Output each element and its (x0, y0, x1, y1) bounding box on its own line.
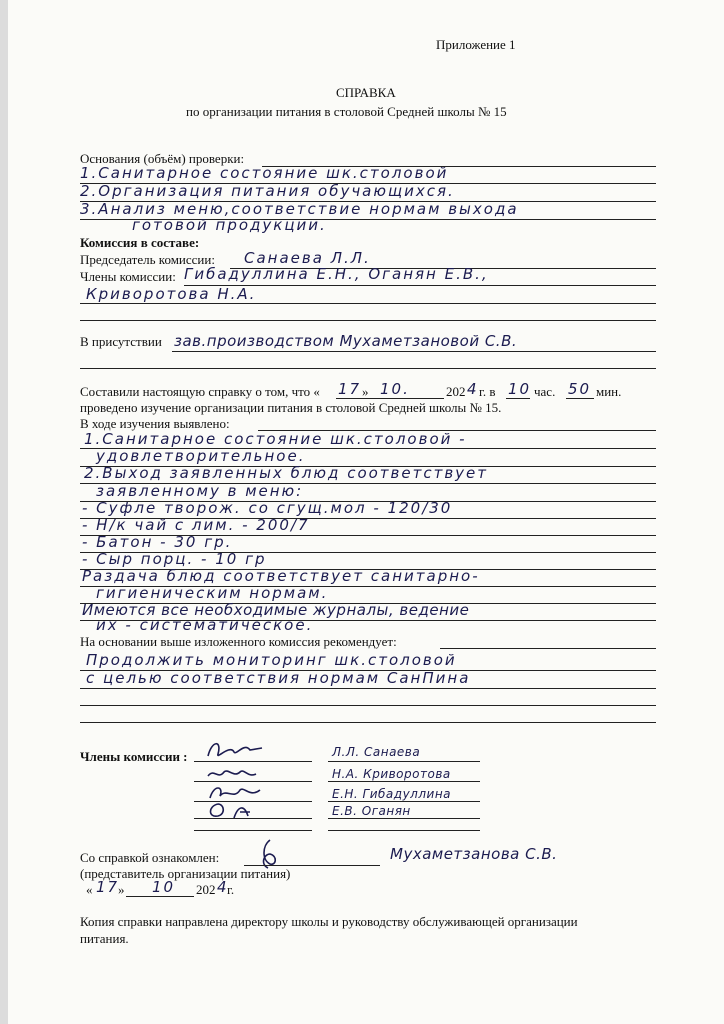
basis-label: Основания (объём) проверки: (80, 151, 245, 166)
signature-name-2: Н.А. Криворотова (332, 767, 451, 781)
document-page (8, 0, 724, 1024)
signature-name-line-4 (328, 818, 480, 819)
compiled-minute: 50 (568, 380, 592, 398)
signature-name-4: Е.В. Оганян (332, 804, 411, 818)
presence-value: зав.производством Мухаметзановой С.В. (174, 332, 518, 350)
signature-line-5 (194, 830, 312, 831)
recommendation-label: На основании выше изложенного комиссия рекомендует: (80, 634, 397, 649)
presence-underline (172, 351, 656, 352)
ack-date-month-line (126, 896, 194, 897)
signature-name-1: Л.Л. Санаева (332, 745, 421, 759)
signature-name-line-2 (328, 781, 480, 782)
finding-6: - Н/к чай с лим. - 200/7 (82, 516, 310, 534)
members-value-2: Криворотова Н.А. (86, 285, 257, 303)
compiled-year-prefix: 202 (446, 384, 466, 399)
chair-value: Санаева Л.Л. (244, 249, 371, 267)
compiled-quote: » (362, 384, 369, 399)
compiled-text: Составили настоящую справку о том, что « (80, 384, 320, 399)
finding-10: гигиеническим нормам. (96, 584, 329, 602)
compiled-hour: 10 (508, 380, 532, 398)
copy-note-line-1: Копия справки направлена директору школы и руководству обслуживающей организации (80, 914, 578, 929)
finding-9: Раздача блюд соответствует санитарно- (82, 567, 480, 585)
recommendation-underline-4 (80, 722, 656, 723)
document-subtitle: по организации питания в столовой Средней школы № 15 (186, 104, 507, 119)
acknowledged-name: Мухаметзанова С.В. (390, 845, 558, 863)
members-underline-2 (80, 303, 656, 304)
commission-label: Комиссия в составе: (80, 235, 200, 250)
document-title: СПРАВКА (336, 85, 396, 100)
ack-date-year-digit: 4 (217, 878, 229, 896)
ack-date-day: 17 (96, 878, 120, 896)
compiled-year-suffix: г. в (479, 384, 496, 399)
finding-8: - Сыр порц. - 10 гр (82, 550, 267, 568)
signature-line-4 (194, 818, 312, 819)
presence-underline-2 (80, 368, 656, 369)
recommendation-1: Продолжить мониторинг шк.столовой (86, 651, 457, 669)
members-label: Члены комиссии: (80, 269, 176, 284)
basis-item-1: 1.Санитарное состояние шк.столовой (80, 164, 449, 182)
finding-7: - Батон - 30 гр. (82, 533, 233, 551)
finding-1: 1.Санитарное состояние шк.столовой - (84, 430, 467, 448)
compiled-hour-suffix: час. (534, 384, 556, 399)
acknowledged-label: Со справкой ознакомлен: (80, 850, 220, 865)
compiled-hour-underline (506, 398, 530, 399)
basis-item-3: 3.Анализ меню,соответствие нормам выхода (80, 200, 519, 218)
compiled-day: 17 (338, 380, 362, 398)
ack-date-year-prefix: 202 (196, 882, 216, 897)
representative-label: (представитель организации питания) (80, 866, 291, 881)
ack-date-month: 10 (152, 878, 176, 896)
chair-label: Председатель комиссии: (80, 252, 215, 267)
ack-date-year-suffix: г. (227, 882, 235, 897)
finding-4: заявленному в меню: (96, 482, 304, 500)
finding-5: - Суфле творож. со сгущ.мол - 120/30 (82, 499, 453, 517)
recommendation-underline-3 (80, 705, 656, 706)
compiled-minute-underline (566, 398, 594, 399)
finding-3: 2.Выход заявленных блюд соответствует (84, 464, 489, 482)
signature-line-1 (194, 761, 312, 762)
signature-mark-1 (204, 738, 268, 762)
signature-name-line-1 (328, 761, 480, 762)
compiled-year-digit: 4 (467, 380, 479, 398)
compiled-line-2: проведено изучение организации питания в столовой Средней школы № 15. (80, 400, 502, 415)
compiled-minute-suffix: мин. (596, 384, 622, 399)
appendix-label: Приложение 1 (436, 37, 516, 52)
members-underline-3 (80, 320, 656, 321)
compiled-month: 10. (380, 380, 410, 398)
signature-name-3: Е.Н. Гибадуллина (332, 787, 452, 801)
basis-item-2: 2.Организация питания обучающихся. (80, 182, 455, 200)
recommendation-underline-0 (440, 648, 656, 649)
members-value-1: Гибадуллина Е.Н., Оганян Е.В., (184, 265, 489, 283)
findings-label: В ходе изучения выявлено: (80, 416, 230, 431)
presence-label: В присутствии (80, 334, 162, 349)
signature-name-line-3 (328, 801, 480, 802)
copy-note-line-2: питания. (80, 931, 129, 946)
finding-2: удовлетворительное. (96, 447, 306, 465)
finding-12: их - систематическое. (96, 616, 314, 634)
compiled-date-underline (336, 398, 444, 399)
signature-name-line-5 (328, 830, 480, 831)
finding-11: Имеются все необходимые журналы, ведение (82, 601, 470, 619)
basis-item-4: готовой продукции. (132, 216, 327, 234)
signatures-label: Члены комиссии : (80, 749, 188, 764)
ack-date-open: « (86, 882, 93, 897)
recommendation-underline-2 (80, 688, 656, 689)
ack-date-close: » (118, 882, 125, 897)
recommendation-2: с целью соответствия нормам СанПина (86, 669, 471, 687)
